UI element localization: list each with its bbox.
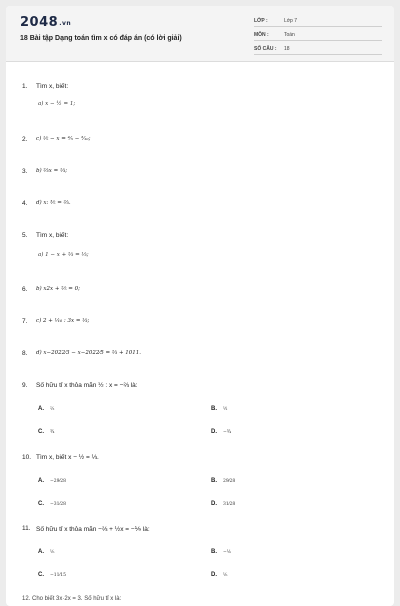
option-value: ¾ [50,430,55,435]
meta-subject [254,29,382,41]
option-value: ⅙ [223,573,228,578]
option-label: B. [211,478,217,484]
meta-class [254,15,382,27]
option-value: 29⁄28 [223,479,236,484]
question-text: c) ⅕ − x = ⁴⁄₅ − ³⁄₁₀; [36,136,91,142]
question-text: Tìm x, biết: [36,83,69,90]
option-label: A. [38,478,44,484]
question-text: Số hữu tỉ x thỏa mãn ½ : x = −⅔ là: [36,382,138,389]
option-value: −11⁄15 [50,573,66,578]
question-12-cutoff: 12. Cho biết 3x·2x = 3. Số hữu tỉ x là: [22,596,122,602]
question-number: 5. [22,232,28,239]
question-number: 7. [22,318,28,325]
meta-value: 18 [284,46,290,52]
option-b[interactable] [211,406,227,412]
option-value: −⅙ [223,550,232,555]
option-label: B. [211,549,217,555]
option-value: ⅔ [50,407,55,412]
option-label: C. [38,429,44,435]
option-label: C. [38,572,44,578]
question-text: Tìm x, biết x − ½ = ⅓. [36,454,99,461]
option-label: A. [38,406,44,412]
question-number: 6. [22,286,28,293]
question-number: 9. [22,382,28,389]
question-text: d) x: ⅗ = ⅔. [36,200,71,206]
document-header [6,6,394,62]
option-d[interactable] [211,429,231,435]
option-b[interactable] [211,478,235,484]
meta-count [254,43,382,55]
option-c[interactable] [38,572,66,578]
question-number: 8. [22,350,28,357]
option-value: −31⁄28 [50,502,66,507]
site-logo[interactable] [20,15,71,30]
question-text: d) x−2022⁄3 − x−2022⁄5 = ⅔ + 1011. [36,350,142,356]
option-d[interactable] [211,572,227,578]
meta-value: Lớp 7 [284,18,298,24]
option-value: −29⁄28 [50,479,66,484]
option-value: 31⁄28 [223,502,236,507]
option-value: −¾ [223,430,232,435]
document-page [6,6,394,606]
question-5-sub: a) 1 − x + ⅔ = ⅓; [38,252,89,258]
logo-suffix: .vn [59,20,72,27]
meta-key: LỚP : [254,18,268,24]
option-a[interactable] [38,549,54,555]
option-value: ½ [223,407,228,412]
question-text: Số hữu tỉ x thỏa mãn −⅔ + ½x = −⅑ là: [36,526,150,533]
option-label: B. [211,406,217,412]
meta-key: SỐ CÂU : [254,46,277,52]
question-1-sub: a) x − ½ = 1; [38,101,76,107]
logo-text: 2048 [20,15,59,30]
question-number: 11. [22,525,31,532]
document-title: 18 Bài tập Dạng toán tìm x có đáp án (có lời giải) [20,35,182,42]
question-text: b) ⅔x = ⅓; [36,168,68,174]
option-label: D. [211,501,217,507]
option-label: A. [38,549,44,555]
option-value: ⅙ [50,550,55,555]
meta-key: MÔN : [254,32,269,38]
option-b[interactable] [211,549,231,555]
question-number: 4. [22,200,28,207]
option-label: D. [211,572,217,578]
question-number: 10. [22,454,32,461]
meta-value: Toán [284,32,295,38]
question-text: c) 2 + ⅒ : 3x = ⅓; [36,318,90,324]
option-label: C. [38,501,44,507]
question-number: 2. [22,136,28,143]
option-a[interactable] [38,406,54,412]
option-label: D. [211,429,217,435]
question-number: 3. [22,168,28,175]
question-number: 1. [22,83,28,90]
option-d[interactable] [211,501,235,507]
option-a[interactable] [38,478,66,484]
option-c[interactable] [38,429,54,435]
question-text: Tìm x, biết: [36,232,69,239]
question-text: b) x2x + ⅖ = 0; [36,286,81,292]
option-c[interactable] [38,501,66,507]
